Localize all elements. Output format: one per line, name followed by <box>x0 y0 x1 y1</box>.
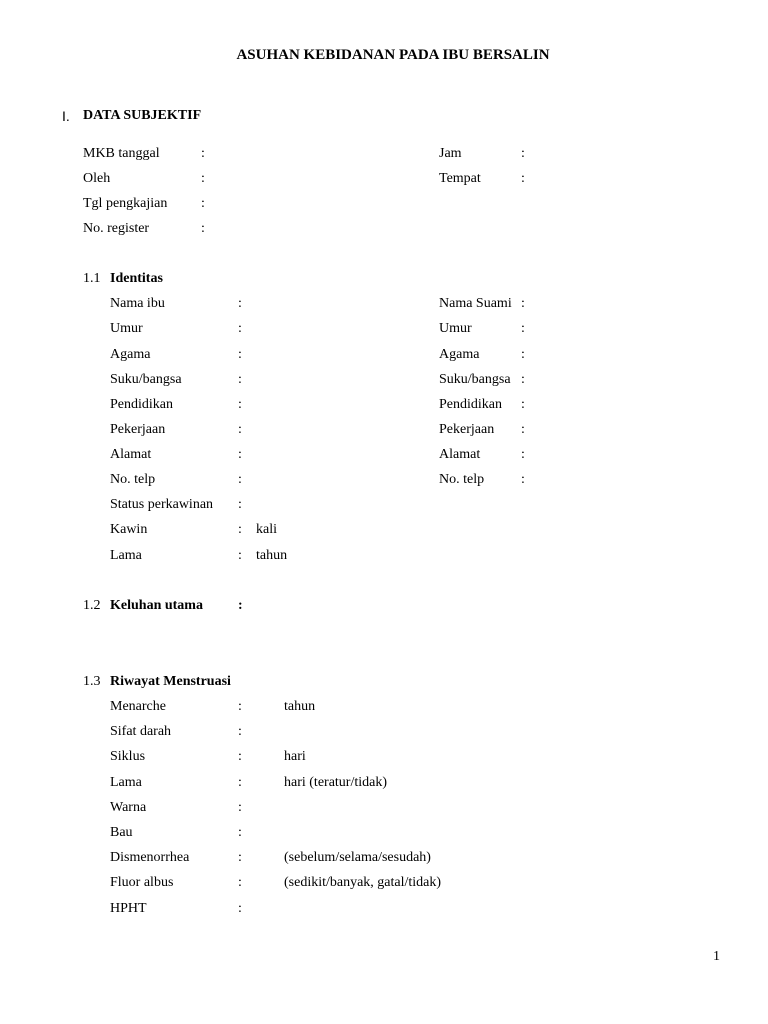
field-label: Tgl pengkajian <box>83 196 168 211</box>
field-label: MKB tanggal <box>83 146 160 161</box>
field-label: Nama ibu <box>110 296 165 311</box>
field-label: No. telp <box>439 472 485 487</box>
field-label: Status perkawinan <box>110 497 214 512</box>
field-label: Pendidikan <box>439 397 502 412</box>
field-colon: : <box>238 522 242 537</box>
field-colon: : <box>238 598 243 613</box>
field-label: Suku/bangsa <box>439 372 511 387</box>
field-colon: : <box>238 321 242 336</box>
field-colon: : <box>238 699 242 714</box>
field-colon: : <box>238 724 242 739</box>
field-label: Pekerjaan <box>439 422 495 437</box>
field-label: Umur <box>439 321 472 336</box>
field-colon: : <box>521 146 525 161</box>
field-colon: : <box>238 497 242 512</box>
field-colon: : <box>521 447 525 462</box>
field-label: Sifat darah <box>110 724 172 739</box>
field-value: hari (teratur/tidak) <box>284 775 388 790</box>
field-label: Alamat <box>110 447 152 462</box>
field-label: Umur <box>110 321 143 336</box>
section-title: DATA SUBJEKTIF <box>83 108 202 123</box>
field-label: Pendidikan <box>110 397 173 412</box>
field-label: Dismenorrhea <box>110 850 190 865</box>
field-label: Tempat <box>439 171 481 186</box>
field-colon: : <box>238 548 242 563</box>
field-label: Menarche <box>110 699 166 714</box>
field-colon: : <box>238 422 242 437</box>
subsection-number: 1.3 <box>83 674 101 689</box>
subsection-number: 1.2 <box>83 598 101 613</box>
field-label: Lama <box>110 548 142 563</box>
subsection-number: 1.1 <box>83 271 101 286</box>
field-label: Fluor albus <box>110 875 174 890</box>
field-value: (sebelum/selama/sesudah) <box>284 850 431 865</box>
field-value: kali <box>256 522 277 537</box>
field-colon: : <box>238 296 242 311</box>
field-label: Alamat <box>439 447 481 462</box>
field-label: Siklus <box>110 749 146 764</box>
field-colon: : <box>521 347 525 362</box>
field-colon: : <box>521 422 525 437</box>
field-label: Pekerjaan <box>110 422 166 437</box>
field-label: Lama <box>110 775 142 790</box>
field-colon: : <box>201 221 205 236</box>
field-label: Kawin <box>110 522 148 537</box>
field-colon: : <box>238 472 242 487</box>
field-colon: : <box>238 397 242 412</box>
field-label: Oleh <box>83 171 111 186</box>
field-label: Nama Suami <box>439 296 512 311</box>
field-colon: : <box>238 372 242 387</box>
field-colon: : <box>238 347 242 362</box>
field-label: No. telp <box>110 472 156 487</box>
field-colon: : <box>238 825 242 840</box>
field-colon: : <box>238 749 242 764</box>
document-title: ASUHAN KEBIDANAN PADA IBU BERSALIN <box>236 47 550 63</box>
field-value: tahun <box>256 548 288 563</box>
subsection-title: Identitas <box>110 271 163 286</box>
subsection-title: Keluhan utama <box>110 598 203 613</box>
field-label: Agama <box>439 347 480 362</box>
field-colon: : <box>238 447 242 462</box>
field-value: hari <box>284 749 306 764</box>
field-value: tahun <box>284 699 316 714</box>
field-colon: : <box>521 321 525 336</box>
field-colon: : <box>521 472 525 487</box>
field-label: Bau <box>110 825 133 840</box>
page-number: 1 <box>713 949 720 964</box>
field-colon: : <box>238 875 242 890</box>
field-label: Warna <box>110 800 147 815</box>
field-label: Agama <box>110 347 151 362</box>
field-colon: : <box>521 397 525 412</box>
field-label: Jam <box>439 146 462 161</box>
field-label: Suku/bangsa <box>110 372 182 387</box>
subsection-title: Riwayat Menstruasi <box>110 674 231 689</box>
field-colon: : <box>521 171 525 186</box>
field-colon: : <box>238 901 242 916</box>
field-colon: : <box>201 146 205 161</box>
field-colon: : <box>201 196 205 211</box>
field-label: HPHT <box>110 901 147 916</box>
field-colon: : <box>521 372 525 387</box>
field-colon: : <box>521 296 525 311</box>
field-colon: : <box>238 850 242 865</box>
section-number: I. <box>62 108 70 124</box>
field-value: (sedikit/banyak, gatal/tidak) <box>284 875 442 890</box>
field-colon: : <box>238 800 242 815</box>
field-label: No. register <box>83 221 150 236</box>
field-colon: : <box>201 171 205 186</box>
field-colon: : <box>238 775 242 790</box>
